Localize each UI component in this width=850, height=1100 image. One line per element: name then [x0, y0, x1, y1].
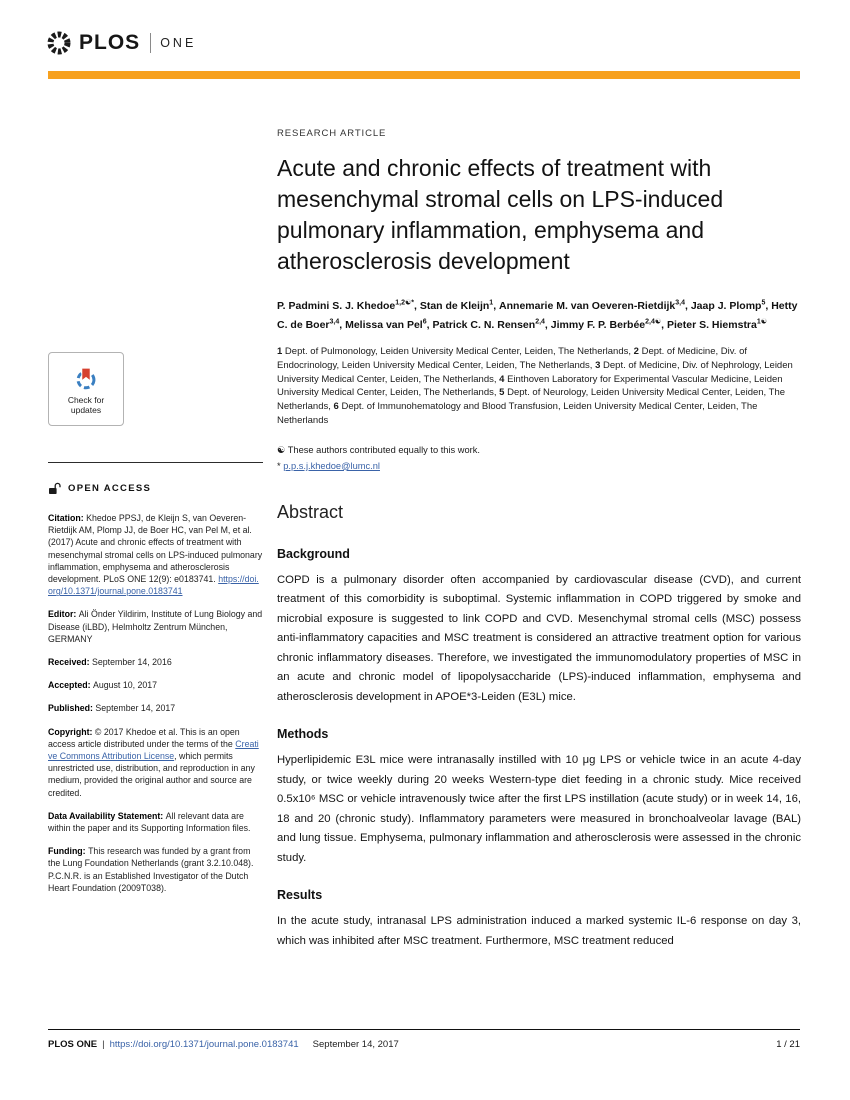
article-title: Acute and chronic effects of treatment with mesenchymal stromal cells on LPS-induced pulmonary inflammation, emphysema and atherosclerosis development — [277, 155, 724, 274]
published-block — [48, 702, 263, 714]
citation-text: Khedoe PPSJ, de Kleijn S, van Oeveren-Rietdijk AM, Plomp JJ, de Boer HC, van Pel M, et al. (2017) Acute and chronic effects of treatment with mesenchymal stromal cells on LPS-induced pulmonary inflammation, emphysema and atherosclerosis development. PLoS ONE 12(9): e0183741. — [48, 513, 263, 585]
author — [420, 300, 499, 312]
crossmark-icon — [72, 364, 100, 392]
author-name: Patrick C. N. Rensen — [432, 318, 536, 331]
author-separator: , — [685, 299, 691, 312]
footer-doi-link[interactable]: https://doi.org/10.1371/journal.pone.0183741 — [109, 1039, 299, 1050]
open-access-label: OPEN ACCESS — [68, 483, 152, 494]
section-heading-results: Results — [277, 888, 323, 903]
abstract-section — [277, 547, 801, 708]
received-label: Received: — [48, 657, 93, 668]
main-content — [277, 128, 801, 971]
author-name: P. Padmini S. J. Khedoe — [277, 299, 396, 312]
journal-name-one: ONE — [160, 36, 197, 50]
citation-block — [48, 512, 263, 597]
author-separator: , — [426, 318, 433, 331]
author-superscript: 6 — [422, 318, 427, 325]
published-date: September 14, 2017 — [95, 703, 176, 714]
funding-text: This research was funded by a grant from the Lung Foundation Netherlands (grant 3.2.10.048). P.C.N.R. is an Established Investigator of the Dutch Heart Foundation (2009T038). — [48, 846, 254, 893]
affiliation-list — [277, 345, 801, 428]
corresponding-marker: * — [277, 460, 284, 471]
author-separator: , — [765, 299, 772, 312]
footer-page-number: 1 / 21 — [776, 1039, 800, 1050]
corresponding-author-line — [277, 460, 801, 472]
accepted-block — [48, 679, 263, 691]
author-name: Stan de Kleijn — [419, 299, 490, 312]
author-name: Pieter S. Hiemstra — [666, 318, 757, 331]
author-superscript: 2,4☯ — [645, 318, 662, 325]
footer-separator: | — [102, 1039, 105, 1050]
editor-label: Editor: — [48, 609, 79, 620]
received-block — [48, 656, 263, 668]
author — [691, 300, 771, 312]
check-for-updates-badge[interactable] — [48, 352, 124, 426]
abstract-section — [277, 727, 801, 868]
check-for-updates-label: Check for updates — [67, 394, 105, 415]
logo-divider — [150, 33, 151, 53]
author-superscript: 2,4 — [535, 318, 545, 325]
accepted-label: Accepted: — [48, 680, 93, 691]
editor-text: Ali Önder Yildirim, Institute of Lung Biology and Disease (iLBD), Helmholtz Zentrum München, GERMANY — [48, 609, 263, 644]
affiliation-number: 2 — [633, 346, 639, 357]
sidebar — [48, 352, 263, 905]
affiliation-text: Dept. of Neurology, Leiden University Medical Center, Leiden, The Netherlands, — [277, 387, 786, 413]
plos-logo-icon — [46, 30, 72, 56]
copyright-text-after: , which permits unrestricted use, distribution, and reproduction in any medium, provided the original author and source are credited. — [48, 751, 255, 798]
section-text-methods: Hyperlipidemic E3L mice were intranasally instilled with 10 μg LPS or vehicle twice in an acute 4-day study, or twice weekly during 20 weeks Western-type diet feeding in a chronic study. Mice received 0.5x10⁶ MSC or vehicle intravenously twice after the first LPS instillation (acute study) or in week 14, 16, 18 and 20 (chronic study). Inflammatory parameters were measured in bronchoalveolar lavage (BAL) and lung tissue. Emphysema, pulmonary inflammation and atherosclerosis were assessed in the chronic study. — [277, 754, 801, 864]
author-name: Melissa van Pel — [345, 318, 423, 331]
affiliation-text: Dept. of Immunohematology and Blood Transfusion, Leiden University Medical Center, Leiden, The Netherlands — [277, 401, 758, 426]
affiliation-text: Dept. of Medicine, Div. of Nephrology, Leiden University Medical Center, Leiden, The Netherlands, — [277, 359, 793, 385]
published-label: Published: — [48, 703, 96, 714]
footer-rule — [48, 1029, 800, 1030]
author — [345, 319, 432, 331]
author-separator: , — [661, 318, 667, 331]
affiliation — [277, 346, 634, 357]
affiliation-number: 5 — [499, 387, 505, 399]
affiliation-text: Dept. of Pulmonology, Leiden University Medical Center, Leiden, The Netherlands, — [282, 346, 634, 357]
citation-label: Citation: — [48, 513, 87, 523]
section-text-results: In the acute study, intranasal LPS administration induced a marked systemic IL-6 response on day 3, which was inhibited after MSC treatment. Furthermore, MSC treatment reduced — [277, 915, 801, 947]
footer — [48, 1039, 800, 1050]
author-name: Jaap J. Plomp — [690, 299, 762, 312]
affiliation-number: 4 — [499, 373, 505, 385]
author-separator: , — [493, 299, 500, 312]
section-text-background: COPD is a pulmonary disorder often accompanied by cardiovascular disease (CVD), and current treatment of this comorbidity is suboptimal. Systemic inflammation in COPD triggered by smoke and microbial exposure is suggested to link COPD and CVD. Mesenchymal stromal cells (MSC) possess anti-inflammatory capacities and MSC treatment is considered an attractive treatment option for various chronic inflammatory diseases. Therefore, we investigated the immunomodulatory properties of MSC in an acute and chronic model of lipopolysaccharide (LPS)-induced inflammation, emphysema and atherosclerosis development in APOE*3-Leiden (E3L) mice. — [277, 573, 801, 703]
author-name: Hetty C. de Boer — [277, 299, 798, 331]
affiliation — [277, 401, 757, 426]
author-superscript: 5 — [761, 299, 766, 306]
plos-logo-text: PLOS — [79, 31, 141, 54]
author-separator: , — [544, 318, 551, 331]
author — [277, 300, 420, 312]
author-superscript: 3,4 — [329, 318, 340, 325]
citation-doi-link[interactable]: https://doi.org/10.1371/journal.pone.0183741 — [48, 574, 259, 597]
editor-block — [48, 608, 263, 645]
cc-license-link[interactable]: Creative Commons Attribution License — [48, 738, 259, 762]
sidebar-divider — [48, 462, 263, 463]
author-name: Jimmy F. P. Berbée — [550, 318, 646, 331]
data-availability-text: All relevant data are within the paper and its Supporting Information files. — [48, 810, 251, 834]
section-heading-background: Background — [277, 546, 350, 561]
author-separator: , — [414, 299, 420, 312]
open-access-row — [48, 482, 263, 495]
copyright-block — [48, 726, 263, 799]
affiliation-text: Einthoven Laboratory for Experimental Vascular Medicine, Leiden University Medical Center, Leiden, The Netherlands, — [277, 373, 783, 399]
data-availability-block — [48, 810, 263, 834]
brand-bar — [48, 71, 800, 79]
accepted-date: August 10, 2017 — [92, 680, 158, 691]
affiliation-number: 3 — [595, 359, 601, 371]
received-date: September 14, 2016 — [92, 657, 172, 668]
author-superscript: 1 — [489, 299, 494, 306]
author-superscript: 3,4 — [675, 299, 685, 306]
abstract-section — [277, 888, 801, 951]
affiliation-number: 1 — [277, 346, 283, 357]
equal-contribution-note: ☯ These authors contributed equally to this work. — [277, 444, 480, 455]
author — [551, 319, 667, 331]
author — [667, 319, 767, 331]
open-lock-icon — [48, 482, 61, 495]
affiliation-text: Dept. of Medicine, Div. of Endocrinology, Leiden University Medical Center, Leiden, The Netherlands, — [277, 346, 747, 371]
author — [499, 300, 691, 312]
affiliation-number: 6 — [333, 401, 339, 413]
author-superscript: 1,2☯* — [395, 299, 414, 306]
funding-block — [48, 845, 263, 894]
footer-date: September 14, 2017 — [312, 1039, 399, 1050]
section-heading-methods: Methods — [277, 727, 329, 742]
copyright-text-before: © 2017 Khedoe et al. This is an open access article distributed under the terms of the — [48, 726, 240, 749]
author-superscript: 1☯ — [756, 318, 768, 325]
journal-header — [46, 30, 196, 56]
author-list — [277, 295, 801, 333]
author-separator: , — [339, 318, 346, 331]
abstract-heading: Abstract — [277, 501, 344, 522]
copyright-label: Copyright: — [48, 726, 95, 737]
footer-journal-name: PLOS ONE — [48, 1039, 98, 1050]
funding-label: Funding: — [48, 846, 89, 857]
author — [432, 319, 550, 331]
article-kicker: RESEARCH ARTICLE — [277, 128, 387, 139]
data-availability-label: Data Availability Statement: — [48, 810, 166, 821]
corresponding-email-link[interactable]: p.p.s.j.khedoe@lumc.nl — [283, 460, 380, 471]
author-name: Annemarie M. van Oeveren-Rietdijk — [499, 299, 676, 312]
